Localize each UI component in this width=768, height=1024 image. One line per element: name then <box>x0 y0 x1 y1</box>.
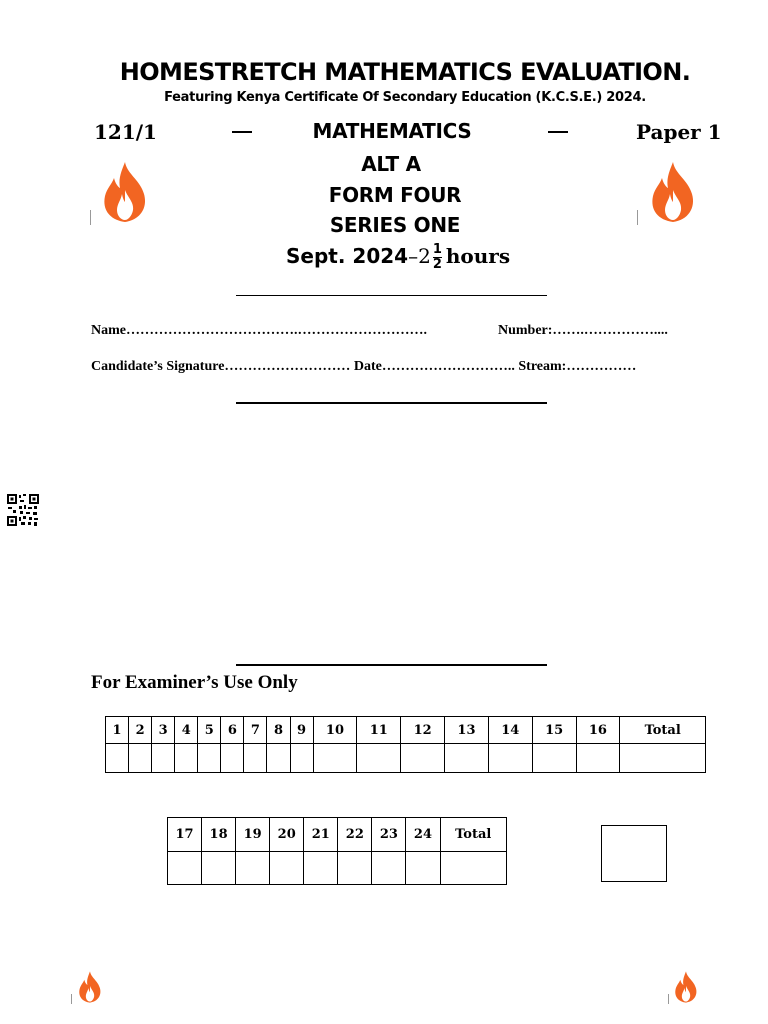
table1-score-cell-q5[interactable] <box>198 744 221 773</box>
table1-score-cell-q11[interactable] <box>357 744 401 773</box>
divider-mark <box>71 994 72 1004</box>
table1-score-cell-q15[interactable] <box>532 744 576 773</box>
table2-score-cell-q17[interactable] <box>168 852 202 885</box>
fields-divider <box>236 402 547 404</box>
table2-score-cell-q19[interactable] <box>236 852 270 885</box>
table1-header-q8: 8 <box>267 717 290 744</box>
fraction-denominator: 2 <box>432 257 442 272</box>
subject-title: MATHEMATICS <box>312 119 472 143</box>
paper-number: Paper 1 <box>636 120 722 144</box>
exam-date-duration <box>286 243 510 272</box>
table1-score-cell-q14[interactable] <box>488 744 532 773</box>
table1-score-cell-q1[interactable] <box>106 744 129 773</box>
table1-header-q14: 14 <box>488 717 532 744</box>
date-dash: –2 <box>408 244 431 268</box>
exam-date: Sept. 2024 <box>286 244 409 268</box>
table2-score-cell-q23[interactable] <box>372 852 406 885</box>
table2-score-cell-total[interactable] <box>440 852 507 885</box>
dash-right <box>548 131 568 133</box>
number-field[interactable]: Number:…….…………….... <box>498 323 668 338</box>
form-label: FORM FOUR <box>328 183 462 207</box>
table2-header-q18: 18 <box>202 818 236 852</box>
flame-icon <box>673 970 699 1004</box>
table1-score-cell-q8[interactable] <box>267 744 290 773</box>
qr-code-icon <box>7 494 39 526</box>
fraction-numerator: 1 <box>432 242 442 257</box>
signature-date-stream-field[interactable]: Candidate’s Signature……………………… Date……………………….. Stream:…………… <box>91 359 637 374</box>
table1-score-cell-q2[interactable] <box>129 744 152 773</box>
table1-score-cell-q16[interactable] <box>576 744 620 773</box>
table1-score-cell-q12[interactable] <box>401 744 445 773</box>
table2-score-cell-q18[interactable] <box>202 852 236 885</box>
table2-score-cell-q22[interactable] <box>338 852 372 885</box>
examiner-score-table-2 <box>167 817 507 885</box>
table1-score-cell-q3[interactable] <box>152 744 175 773</box>
header-divider <box>236 295 547 296</box>
table1-score-cell-q6[interactable] <box>221 744 244 773</box>
table1-score-cell-q10[interactable] <box>313 744 357 773</box>
table2-header-total: Total <box>440 818 507 852</box>
table1-header-q6: 6 <box>221 717 244 744</box>
table1-score-cell-q4[interactable] <box>175 744 198 773</box>
table2-header-q21: 21 <box>304 818 338 852</box>
table1-header-q1: 1 <box>106 717 129 744</box>
table1-score-cell-q13[interactable] <box>445 744 489 773</box>
table1-header-q16: 16 <box>576 717 620 744</box>
table1-header-q4: 4 <box>175 717 198 744</box>
table1-header-q9: 9 <box>290 717 313 744</box>
examiner-score-table-1 <box>105 716 706 773</box>
divider-mark <box>668 994 669 1004</box>
table1-score-cell-q9[interactable] <box>290 744 313 773</box>
table1-header-q5: 5 <box>198 717 221 744</box>
table2-header-q17: 17 <box>168 818 202 852</box>
series-label: SERIES ONE <box>329 213 461 237</box>
paper-code: 121/1 <box>94 120 157 144</box>
table2-score-cell-q24[interactable] <box>406 852 440 885</box>
table1-header-q3: 3 <box>152 717 175 744</box>
table1-header-q15: 15 <box>532 717 576 744</box>
flame-icon <box>100 160 150 224</box>
table1-header-q11: 11 <box>357 717 401 744</box>
table2-score-cell-q21[interactable] <box>304 852 338 885</box>
table1-header-total: Total <box>620 717 706 744</box>
table2-header-q24: 24 <box>406 818 440 852</box>
name-field[interactable]: Name……………………………….………………………. <box>91 323 427 338</box>
table2-score-cell-q20[interactable] <box>270 852 304 885</box>
table1-score-cell-q7[interactable] <box>244 744 267 773</box>
table1-header-q7: 7 <box>244 717 267 744</box>
exam-title: HOMESTRETCH MATHEMATICS EVALUATION. <box>119 58 691 86</box>
duration-fraction <box>433 243 442 272</box>
table1-header-q2: 2 <box>129 717 152 744</box>
grand-total-box[interactable] <box>601 825 667 882</box>
table2-header-q23: 23 <box>372 818 406 852</box>
examiner-section-title: For Examiner’s Use Only <box>91 672 298 693</box>
divider-mark <box>90 210 91 225</box>
table1-score-cell-total[interactable] <box>620 744 706 773</box>
duration-unit: hours <box>445 244 511 268</box>
exam-subtitle: Featuring Kenya Certificate Of Secondary Education (K.C.S.E.) 2024. <box>164 90 646 105</box>
examiner-divider <box>236 664 547 666</box>
table2-header-q19: 19 <box>236 818 270 852</box>
flame-icon <box>648 160 698 224</box>
alt-label: ALT A <box>361 152 421 176</box>
table1-header-q12: 12 <box>401 717 445 744</box>
table1-header-q10: 10 <box>313 717 357 744</box>
flame-icon <box>77 970 103 1004</box>
table2-header-q22: 22 <box>338 818 372 852</box>
table2-header-q20: 20 <box>270 818 304 852</box>
divider-mark <box>637 210 638 225</box>
table1-header-q13: 13 <box>445 717 489 744</box>
